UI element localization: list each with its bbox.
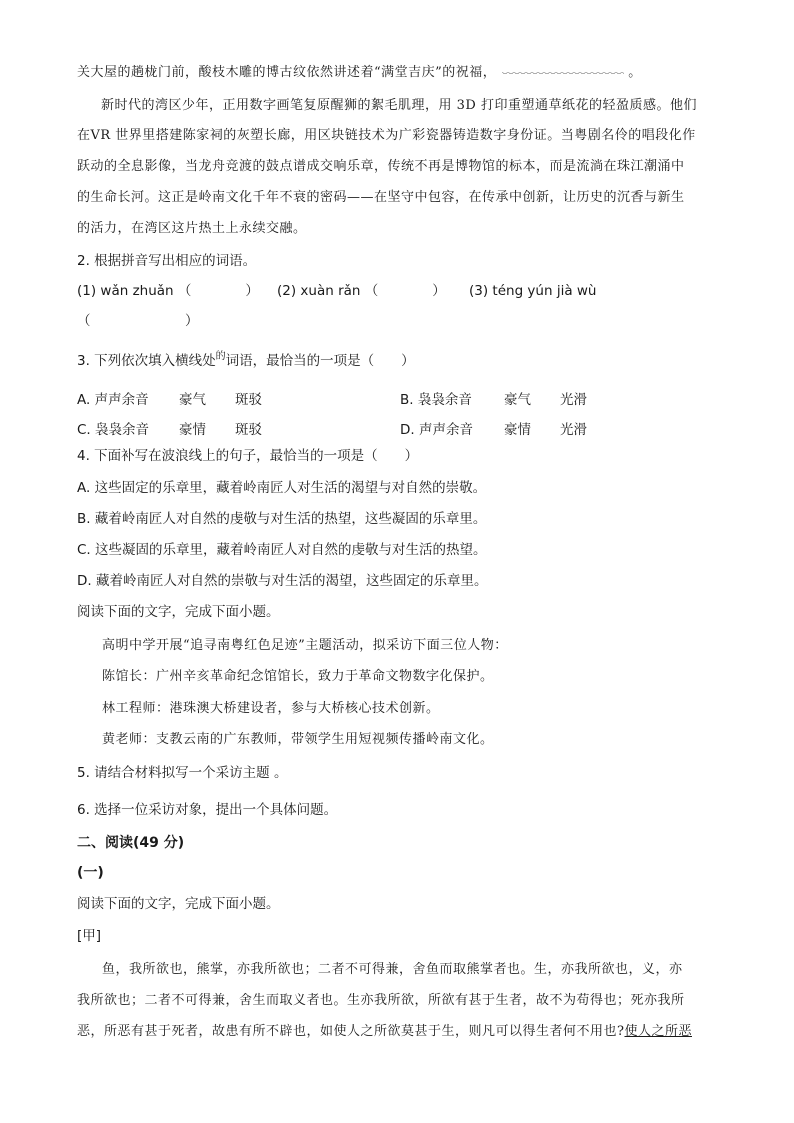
wavy-answer-line[interactable]: [502, 72, 624, 76]
q3-option-c[interactable]: [77, 418, 262, 438]
option-word: 光滑: [560, 392, 587, 408]
passage-period: 。: [628, 65, 642, 80]
question-2-prompt: 2. 根据拼音写出相应的词语。: [77, 253, 257, 269]
material-person: 黄老师：支教云南的广东教师，带领学生用短视频传播岭南文化。: [102, 732, 494, 747]
passage-line: 的活力，在湾区这片热土上永续交融。: [77, 221, 307, 236]
classical-text-line: 鱼，我所欲也，熊掌，亦我所欲也；二者不可得兼，舍鱼而取熊掌者也。生，亦我所欲也，义，亦: [102, 962, 683, 977]
reading-instruction: 阅读下面的文字，完成下面小题。: [77, 896, 280, 912]
passage-line: 跃动的全息影像，当龙舟竞渡的鼓点谱成交响乐章，传统不再是博物馆的标本，而是流淌在珠江潮涌中: [77, 159, 685, 174]
q2-item-1: (1) wǎn zhuǎn （ ）: [77, 283, 259, 299]
classical-text-line: [77, 1025, 692, 1038]
option-label: C. 袅袅余音: [77, 422, 150, 438]
passage-line: 新时代的湾区少年，正用数字画笔复原醒狮的絮毛肌理，用 3D 打印重塑通草纸花的轻盈质感。他们: [101, 98, 697, 113]
option-word: 豪气: [504, 392, 531, 408]
q4-option-b[interactable]: B. 藏着岭南匠人对自然的虔敬与对生活的热望，这些凝固的乐章里。: [77, 511, 487, 527]
q2-item-2: (2) xuàn rǎn （ ）: [277, 283, 446, 299]
q2-item-3: (3) téng yún jià wù: [469, 283, 597, 299]
material-person: 林工程师：港珠澳大桥建设者，参与大桥核心技术创新。: [102, 701, 440, 716]
q4-option-a[interactable]: A. 这些固定的乐章里，藏着岭南匠人对生活的渴望与对自然的崇敬。: [77, 480, 487, 496]
option-label: D. 声声余音: [400, 422, 473, 438]
q3-option-a[interactable]: [77, 388, 262, 408]
option-label: A. 声声余音: [77, 392, 149, 408]
q3-prompt-text: 3. 下列依次填入横线处: [77, 353, 216, 369]
classical-text: 恶，所恶有甚于死者，故患有所不辟也，如使人之所欲莫甚于生，则凡可以得生者何不用也?: [77, 1024, 625, 1039]
q3-raised-char: 的: [215, 351, 226, 362]
option-word: 豪情: [504, 422, 531, 438]
option-word: 光滑: [560, 422, 587, 438]
text-label-jia: [甲]: [77, 928, 102, 944]
q3-option-d[interactable]: [400, 418, 587, 438]
material-intro: 高明中学开展“追寻南粤红色足迹”主题活动，拟采访下面三位人物：: [102, 638, 508, 653]
option-word: 豪气: [179, 392, 206, 408]
question-4-prompt: 4. 下面补写在波浪线上的句子，最恰当的一项是（ ）: [77, 448, 419, 464]
reading-instruction: 阅读下面的文字，完成下面小题。: [77, 604, 280, 620]
q4-option-c[interactable]: C. 这些凝固的乐章里，藏着岭南匠人对自然的虔敬与对生活的热望。: [77, 542, 487, 558]
option-label: B. 袅袅余音: [400, 392, 472, 408]
q2-item-3-blank: （ ）: [77, 313, 199, 329]
passage-line: 在VR 世界里搭建陈家祠的灰塑长廊，用区块链技术为广彩瓷器铸造数字身份证。当粤剧名伶的唱段化作: [77, 128, 696, 143]
question-3-prompt: [77, 351, 415, 369]
subsection-heading: (一): [77, 865, 104, 881]
passage-line: 的生命长河。这正是岭南文化千年不衰的密码——在坚守中包容，在传承中创新，让历史的沉香与新生: [77, 190, 685, 205]
question-5: 5. 请结合材料拟写一个采访主题 。: [77, 765, 288, 781]
underlined-sentence: 使人之所恶: [624, 1024, 692, 1039]
q3-option-b[interactable]: [400, 388, 587, 408]
section-heading: 二、阅读(49 分): [77, 835, 185, 851]
option-word: 豪情: [179, 422, 206, 438]
passage-text: 关大屋的趟栊门前，酸枝木雕的博古纹依然讲述着“满堂吉庆”的祝福，: [77, 65, 497, 80]
q4-option-d[interactable]: D. 藏着岭南匠人对自然的崇敬与对生活的渴望，这些固定的乐章里。: [77, 573, 488, 589]
option-word: 斑驳: [235, 392, 262, 408]
q3-prompt-text-2: 词语，最恰当的一项是（ ）: [225, 353, 415, 369]
material-person: 陈馆长：广州辛亥革命纪念馆馆长，致力于革命文物数字化保护。: [102, 669, 494, 684]
option-word: 斑驳: [235, 422, 262, 438]
classical-text-line: 我所欲也；二者不可得兼，舍生而取义者也。生亦我所欲，所欲有甚于生者，故不为苟得也；死亦我所: [77, 993, 685, 1008]
passage-line: [77, 66, 642, 79]
question-6: 6. 选择一位采访对象，提出一个具体问题。: [77, 802, 338, 818]
